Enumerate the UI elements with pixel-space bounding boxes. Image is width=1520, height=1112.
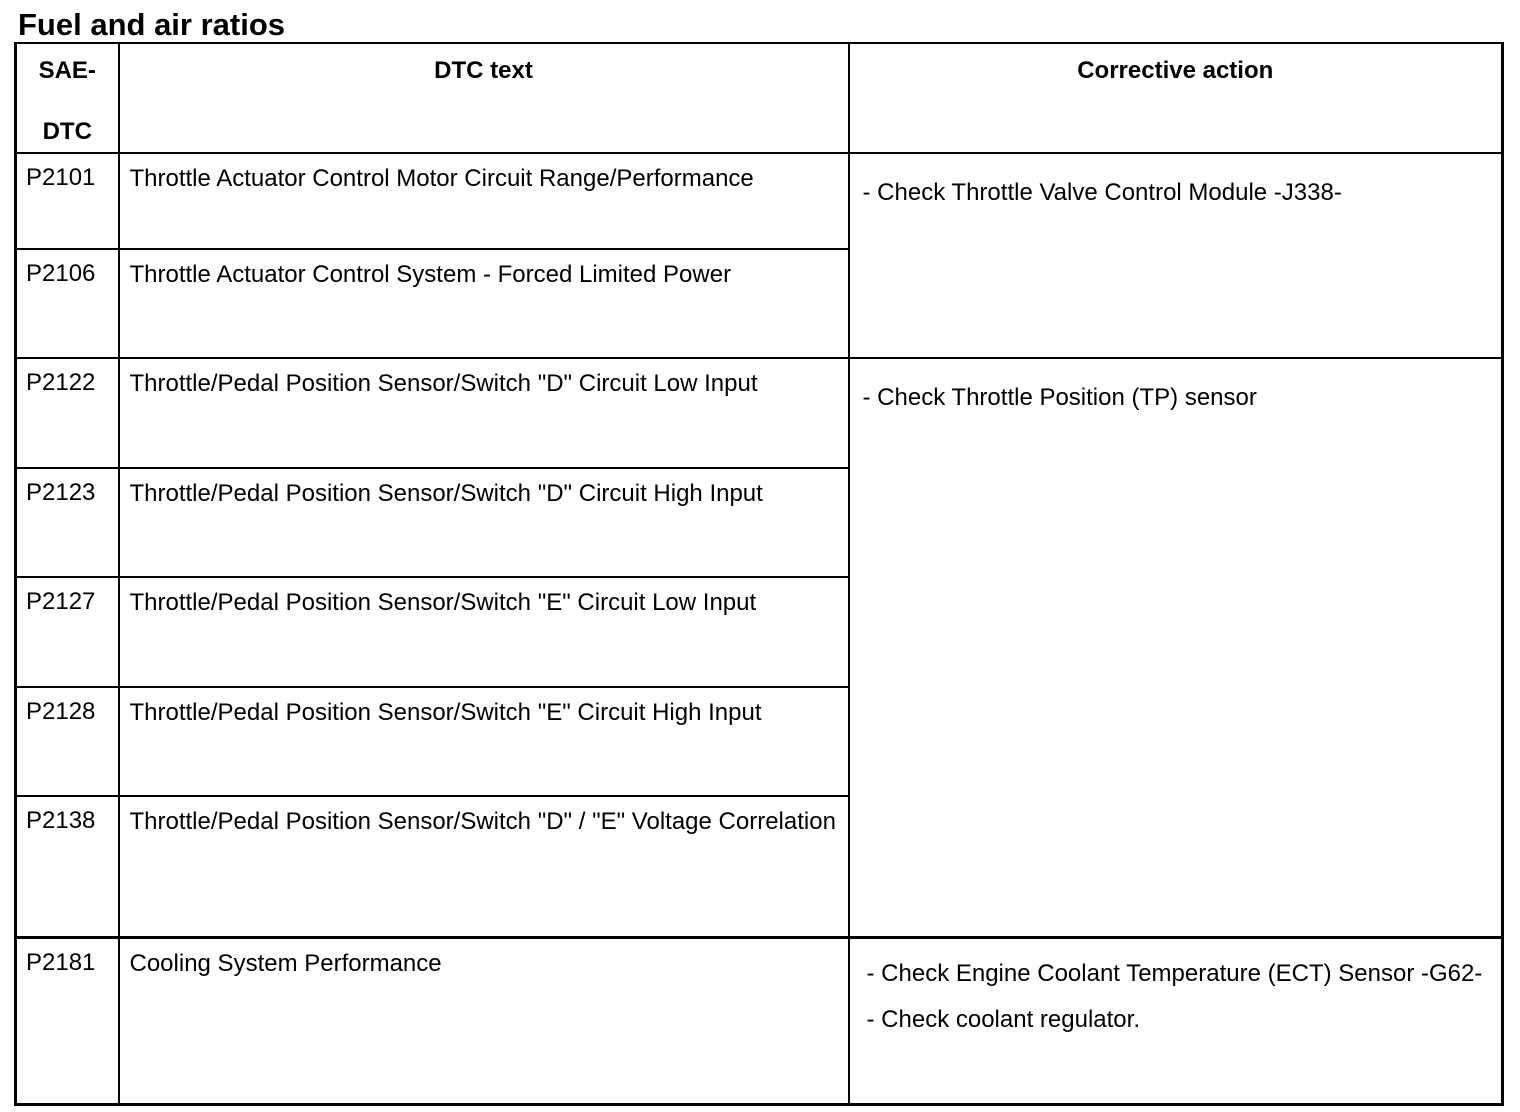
corrective-action-cell <box>849 937 1503 1104</box>
header-sae-line1: SAE- <box>38 57 96 84</box>
dtc-code-cell: P2122 <box>16 358 119 468</box>
dtc-text-cell: Throttle/Pedal Position Sensor/Switch "E" Circuit High Input <box>119 687 849 796</box>
dtc-text-cell: Throttle/Pedal Position Sensor/Switch "E" Circuit Low Input <box>119 577 849 687</box>
dtc-code-cell: P2106 <box>16 249 119 358</box>
dtc-table <box>14 42 1504 1106</box>
header-sae-dtc <box>16 43 119 153</box>
dtc-code-cell: P2128 <box>16 687 119 796</box>
header-sae-line2: DTC <box>42 118 92 145</box>
table-row <box>16 937 1503 1104</box>
corrective-action-item: - Check Engine Coolant Temperature (ECT) Sensor -G62- <box>866 959 1483 987</box>
dtc-code-cell: P2123 <box>16 468 119 577</box>
corrective-action-cell: - Check Throttle Valve Control Module -J338- <box>849 153 1503 358</box>
dtc-text-cell: Throttle Actuator Control Motor Circuit Range/Performance <box>119 153 849 249</box>
dtc-code-cell: P2181 <box>16 937 119 1104</box>
dtc-code-cell: P2127 <box>16 577 119 687</box>
dtc-text-cell: Throttle Actuator Control System - Forced Limited Power <box>119 249 849 358</box>
corrective-action-item: - Check coolant regulator. <box>866 1005 1140 1033</box>
dtc-text-cell: Throttle/Pedal Position Sensor/Switch "D" Circuit Low Input <box>119 358 849 468</box>
dtc-code-cell: P2101 <box>16 153 119 249</box>
page-title: Fuel and air ratios <box>18 7 286 42</box>
header-corrective-action: Corrective action <box>849 43 1503 153</box>
corrective-action-cell: - Check Throttle Position (TP) sensor <box>849 358 1503 937</box>
dtc-text-cell: Throttle/Pedal Position Sensor/Switch "D" / "E" Voltage Correlation <box>119 796 849 937</box>
table-row <box>16 358 1503 468</box>
dtc-text-cell: Throttle/Pedal Position Sensor/Switch "D" Circuit High Input <box>119 468 849 577</box>
dtc-code-cell: P2138 <box>16 796 119 937</box>
dtc-text-cell: Cooling System Performance <box>119 937 849 1104</box>
table-header-row <box>16 43 1503 153</box>
header-dtc-text: DTC text <box>119 43 849 153</box>
table-row <box>16 153 1503 249</box>
